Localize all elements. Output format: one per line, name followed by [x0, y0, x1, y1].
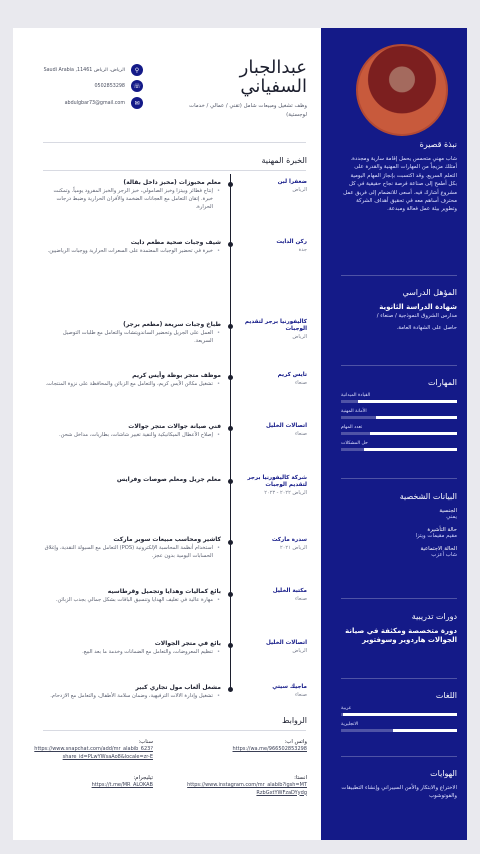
job-description: • تشغيل مكائن الآيس كريم، والتعامل مع الزبائن والمحافظة على نزوة المنتجات. — [43, 380, 221, 388]
timeline-dot — [228, 540, 233, 545]
job-entry — [43, 239, 221, 255]
job-entry — [43, 372, 221, 388]
personal-label: الجنسية — [439, 508, 457, 514]
job-description: • استخدام أنظمة المحاسبة الإلكترونية (POS) التعامل مع السيولة النقدية، وإغلاق الحسابات اليومية بدون عجز. — [43, 544, 221, 560]
skill-bar — [341, 432, 457, 435]
employer-location: الرياض ٢٠٢١ — [280, 545, 307, 551]
summary-title: نبذة قصيرة — [419, 140, 457, 149]
job-entry — [43, 321, 221, 345]
skill-label: القيادة الميدانية — [341, 393, 371, 398]
job-title: معلم جريل ومعلم صوصات وفرايس — [116, 476, 221, 483]
employer — [237, 640, 307, 655]
job-title: مشغل ألعاب مول تجاري كبير — [135, 684, 221, 691]
personal-value: مقيم مقيمات ويتزا — [415, 533, 457, 539]
skill-bar-fill — [358, 400, 457, 403]
sidebar-divider — [341, 478, 457, 479]
location-icon: ⚲ — [131, 64, 143, 76]
language-bar-fill — [343, 713, 457, 716]
timeline-dot — [228, 687, 233, 692]
job-title: فني صيانة جوالات متجر جوالات — [128, 423, 221, 430]
links-title: الروابط — [282, 716, 307, 725]
language-bar-fill — [393, 729, 457, 732]
job-entry — [43, 536, 221, 560]
job-title: معلم مخبوزات (مخبز داخل بقالة) — [123, 179, 221, 186]
employer-location: صنعاء — [294, 431, 307, 437]
employer-location: الرياض ٢٠٢٢ - ٢٠٢٣ — [264, 490, 307, 496]
employer-location: جدة — [298, 247, 307, 253]
skill-bar-fill — [364, 448, 457, 451]
employer — [237, 684, 307, 699]
job-description: • العمل على الجريل وتحضير الساندويتشات والتعامل مع طلبات التوصيل السريعة. — [43, 329, 221, 345]
languages-title: اللغات — [435, 691, 457, 700]
timeline-line — [230, 174, 231, 688]
skill-bar — [341, 448, 457, 451]
link-url[interactable]: https://t.me/MR_ALOKAB — [91, 782, 153, 788]
sidebar — [321, 28, 467, 840]
employer-location: الرياض — [292, 187, 307, 193]
hobbies-text: الاختراع والابتكار والأمن السيبراني وإنشاء التطبيقات والفوتوشوب — [341, 785, 457, 800]
timeline-dot — [228, 479, 233, 484]
job-entry — [43, 684, 221, 700]
experience-title: الخبرة المهنية — [261, 156, 307, 165]
hobbies-section — [341, 769, 457, 801]
timeline-dot — [228, 643, 233, 648]
summary-text: شاب مهني متحمس يحمل إقامة سارية ومجددة. أمتلك مزيجاً من المهارات المهنية والقدرة على التعلم السريع. وقد اكتسبت بإنجاز المهام اليومية بكل أطمح إلى صناعة فرصة نجاح حقيقية في كل مشروع أشارك فيه. أسعى للانضمام إلى فريق عمل محترف أساهم معه في تحقيق أهداف الشركة وتطوير بيئة عمل فعالة ومبدعة. — [343, 156, 457, 213]
job-title: بائع كماليات وهدايا وتجميل وقرطاسيه — [107, 588, 221, 595]
job-title: طباخ وجبات سريعة (مطعم برجر) — [123, 321, 221, 328]
contact-email — [43, 97, 143, 109]
contact-phone — [43, 80, 143, 92]
language-label: عربية — [341, 706, 352, 711]
job-entry — [43, 476, 221, 484]
summary-section — [341, 140, 457, 214]
resume-page — [13, 28, 467, 840]
job-description: • إنتاج فطائر وبيتزا وخبز الصامولي، خبز الرجر والخبز المفرود يومياً. وتمكنت خبرة. إتقان التعامل مع العجانات الضخمة والأفران الحرارية وضبط درجات الحرارة. — [43, 187, 221, 211]
employer-name: مكتبة الخليل — [272, 588, 307, 594]
link-url[interactable]: https://www.snapchat.com/add/mr_alabib_623?share_id=PLwYWsaAo8&locale=zr-E — [34, 746, 153, 760]
employer-location: الرياض — [292, 648, 307, 654]
link-whatsapp[interactable] — [187, 738, 307, 754]
links-divider — [43, 730, 306, 731]
link-url[interactable]: https://wa.me/966502853298 — [232, 746, 307, 752]
employer — [237, 239, 307, 254]
personal-label: الحالة الاجتماعية — [420, 546, 457, 552]
profile-photo — [356, 44, 448, 136]
employer-name: سدرة ماركت — [271, 537, 307, 543]
job-title: شيف وجبات صحية مطعم دايت — [130, 239, 221, 246]
skill-bar — [341, 416, 457, 419]
candidate-subtitle: وظف تشغيل ومبيعات شامل (تقني / عمالي / خدمات لوجستية) — [189, 103, 307, 118]
employer-location: صنعاء — [294, 380, 307, 386]
employer — [237, 179, 307, 194]
language-bar — [341, 713, 457, 716]
timeline-dot — [228, 592, 233, 597]
main-column — [13, 28, 321, 840]
skill-label: تعدد المهام — [341, 425, 363, 430]
employer-name: شركة كاليفورنيا برجر لتقديم الوجبات — [247, 475, 307, 488]
link-label: انستا: — [294, 775, 307, 781]
skills-section — [341, 378, 457, 451]
header-divider — [43, 142, 306, 143]
employer — [237, 588, 307, 603]
employer — [237, 423, 307, 438]
link-label: واتس اب: — [284, 739, 307, 745]
hobbies-title: الهوايات — [430, 769, 457, 778]
employer — [237, 319, 307, 341]
training-course: دورة متخصصة ومكثفة في صيانة الجوالات هاردوير وسوفتوير — [345, 627, 457, 644]
timeline-dot — [228, 375, 233, 380]
job-title: بائع في متجر الجوالات — [154, 640, 221, 647]
job-entry — [43, 423, 221, 439]
employer — [237, 372, 307, 387]
link-url[interactable]: https://www.instagram.com/mr_alabib?igsh=MTRzbGxtYWFzaDYydg — [187, 782, 307, 796]
job-description: • تنظيم المعروضات، والتعامل مع الضمانات وخدمة ما بعد البيع. — [43, 648, 221, 656]
education-title: المؤهل الدراسي — [402, 288, 457, 297]
language-label: الانجليزية — [341, 722, 359, 727]
employer — [237, 475, 307, 497]
contact-location — [43, 64, 143, 76]
job-description: • إصلاح الأعطال الميكانيكية والنفية تغيير شاشات، بطاريات، مداخل شحن. — [43, 431, 221, 439]
employer-name: ركن الدايت — [276, 239, 307, 245]
contact-location-value: Saudi Arabia ,11461 الرياض، الرياض — [43, 67, 125, 73]
personal-value: شاب أعزب — [431, 552, 457, 558]
employer-location: صنعاء — [294, 596, 307, 602]
training-section — [341, 612, 457, 645]
skill-label: حل المشكلات — [341, 441, 368, 446]
personal-section — [341, 492, 457, 558]
personal-value: يمني — [446, 514, 457, 520]
employer-location: الرياض — [292, 334, 307, 340]
timeline-dot — [228, 182, 233, 187]
personal-title: البيانات الشخصية — [399, 492, 457, 501]
employer-location: صنعاء — [294, 692, 307, 698]
job-description: • تشغيل وإدارة الالات الترفيهية، وضمان سلامة الأطفال، والتعامل مع الازدحام. — [43, 692, 221, 700]
experience-divider — [43, 170, 306, 171]
sidebar-divider — [341, 275, 457, 276]
link-instagram[interactable] — [187, 774, 307, 797]
link-label: سناب: — [138, 739, 153, 745]
link-snapchat[interactable] — [33, 738, 153, 761]
job-entry — [43, 640, 221, 656]
job-title: كاشير ومحاسب مبيعات سوبر ماركت — [113, 536, 221, 543]
sidebar-divider — [341, 756, 457, 757]
job-title: موظف متجر بوظة وأيس كريم — [132, 372, 221, 379]
skill-bar-fill — [376, 416, 457, 419]
employer-name: تايس كريم — [277, 372, 307, 378]
employer-name: اتصالات الخليل — [266, 423, 307, 429]
timeline-dot — [228, 242, 233, 247]
languages-section — [341, 691, 457, 732]
link-telegram[interactable] — [33, 774, 153, 790]
education-section — [341, 288, 457, 333]
job-description: • خبرة في تحضير الوجبات المعتمدة على السعرات الحرارية ووجبات الرياضيين. — [43, 247, 221, 255]
job-entry — [43, 179, 221, 211]
employer-name: ماجيك سيتي — [272, 684, 307, 690]
contact-email-value: abdulgbar73@gmail.com — [64, 100, 125, 106]
timeline-dot — [228, 324, 233, 329]
sidebar-divider — [341, 678, 457, 679]
email-icon: ✉ — [131, 97, 143, 109]
contact-phone-value: 0502853298 — [94, 83, 125, 89]
employer-name: ضعفرا لبن — [277, 179, 307, 185]
job-description: • مهارة عالية في تغليف الهدايا وتنسيق الباقات بشكل جمالي بجذب الزبائن. — [43, 596, 221, 604]
employer-name: اتصالات الخليل — [266, 640, 307, 646]
candidate-name: عبدالجبار السفياني — [239, 57, 307, 97]
training-title: دورات تدريبية — [411, 612, 457, 621]
personal-label: حالة التأشيرة — [427, 527, 457, 533]
phone-icon: ☏ — [131, 80, 143, 92]
sidebar-divider — [341, 365, 457, 366]
employer — [237, 537, 307, 552]
employer-name: كاليفورنيا برجر لتقديم الوجبات — [244, 319, 307, 332]
skill-bar-fill — [370, 432, 457, 435]
skill-label: الأمانة المهنية — [341, 409, 367, 414]
timeline-dot — [228, 426, 233, 431]
skill-bar — [341, 400, 457, 403]
link-label: تيليجرام: — [133, 775, 153, 781]
job-entry — [43, 588, 221, 604]
sidebar-divider — [341, 598, 457, 599]
skills-title: المهارات — [427, 378, 457, 387]
education-degree: شهادة الدراسة الثانوية — [379, 303, 457, 311]
education-school: مدارس الشروق النموذجية / صنعاء / — [376, 313, 457, 319]
education-note: حاصل على الشهادة العامة. — [396, 325, 457, 332]
language-bar — [341, 729, 457, 732]
